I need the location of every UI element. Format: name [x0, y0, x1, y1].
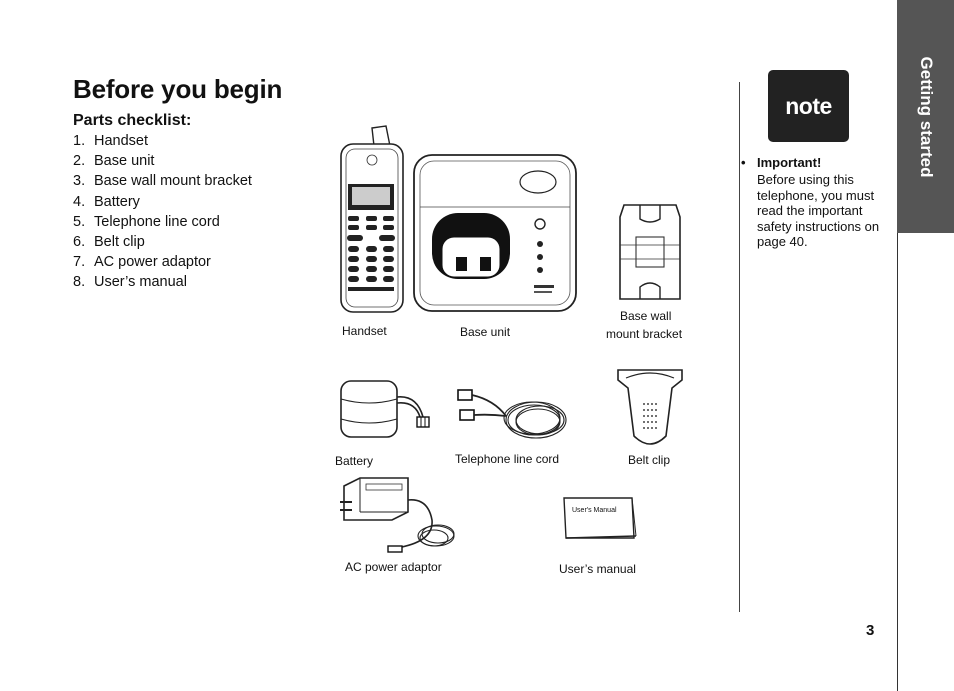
caption-battery: Battery [335, 454, 374, 468]
base-unit-illustration [412, 153, 578, 313]
note-column-divider [739, 82, 740, 612]
item-label: Belt clip [94, 233, 145, 250]
parts-checklist [73, 131, 252, 293]
line-cord-illustration [454, 386, 569, 450]
caption-bracket-line2: mount bracket [606, 327, 683, 341]
item-number: 5. [73, 213, 86, 230]
list-item [73, 151, 252, 171]
item-number: 8. [73, 274, 86, 291]
item-label: Base unit [94, 153, 155, 170]
list-item [73, 272, 252, 292]
note-badge: note [768, 70, 849, 142]
users-manual-illustration [562, 494, 638, 544]
item-label: Base wall mount bracket [94, 173, 252, 190]
bullet-dot: • [741, 155, 746, 170]
caption-handset: Handset [342, 324, 387, 338]
list-item [73, 252, 252, 272]
list-item [73, 212, 252, 232]
wall-bracket-illustration [614, 203, 686, 303]
section-tab [897, 0, 954, 233]
item-label: Telephone line cord [94, 213, 220, 230]
item-number: 6. [73, 233, 86, 250]
note-heading: Important! [757, 155, 822, 170]
section-tab-label: Getting started [916, 56, 936, 177]
item-label: Handset [94, 133, 149, 149]
caption-base-unit: Base unit [460, 325, 511, 339]
list-item [73, 171, 252, 191]
item-number: 4. [73, 193, 86, 210]
list-item [73, 131, 252, 151]
list-item [73, 192, 252, 212]
note-body: Before using this telephone, you must read the important safety instructions on page 40. [757, 172, 880, 250]
belt-clip-illustration [614, 366, 686, 450]
caption-line-cord: Telephone line cord [455, 452, 560, 466]
parts-checklist-heading: Parts checklist: [73, 112, 192, 129]
item-number: 3. [73, 173, 86, 190]
caption-belt-clip: Belt clip [628, 453, 671, 467]
page-edge-line [897, 233, 898, 691]
item-label: User’s manual [94, 274, 187, 291]
item-label: AC power adaptor [94, 254, 211, 271]
list-item [73, 232, 252, 252]
caption-users-manual: User’s manual [559, 562, 636, 576]
ac-adaptor-illustration [336, 476, 462, 562]
battery-illustration [337, 377, 437, 441]
item-number: 1. [73, 133, 86, 149]
item-number: 7. [73, 254, 86, 271]
handset-illustration [338, 124, 408, 316]
item-label: Battery [94, 193, 140, 210]
caption-ac-adaptor: AC power adaptor [345, 560, 442, 574]
manual-cover-text: User's Manual [572, 507, 617, 514]
page-title: Before you begin [73, 74, 283, 104]
page-number: 3 [866, 622, 875, 639]
caption-bracket-line1: Base wall [620, 309, 672, 323]
item-number: 2. [73, 153, 86, 170]
